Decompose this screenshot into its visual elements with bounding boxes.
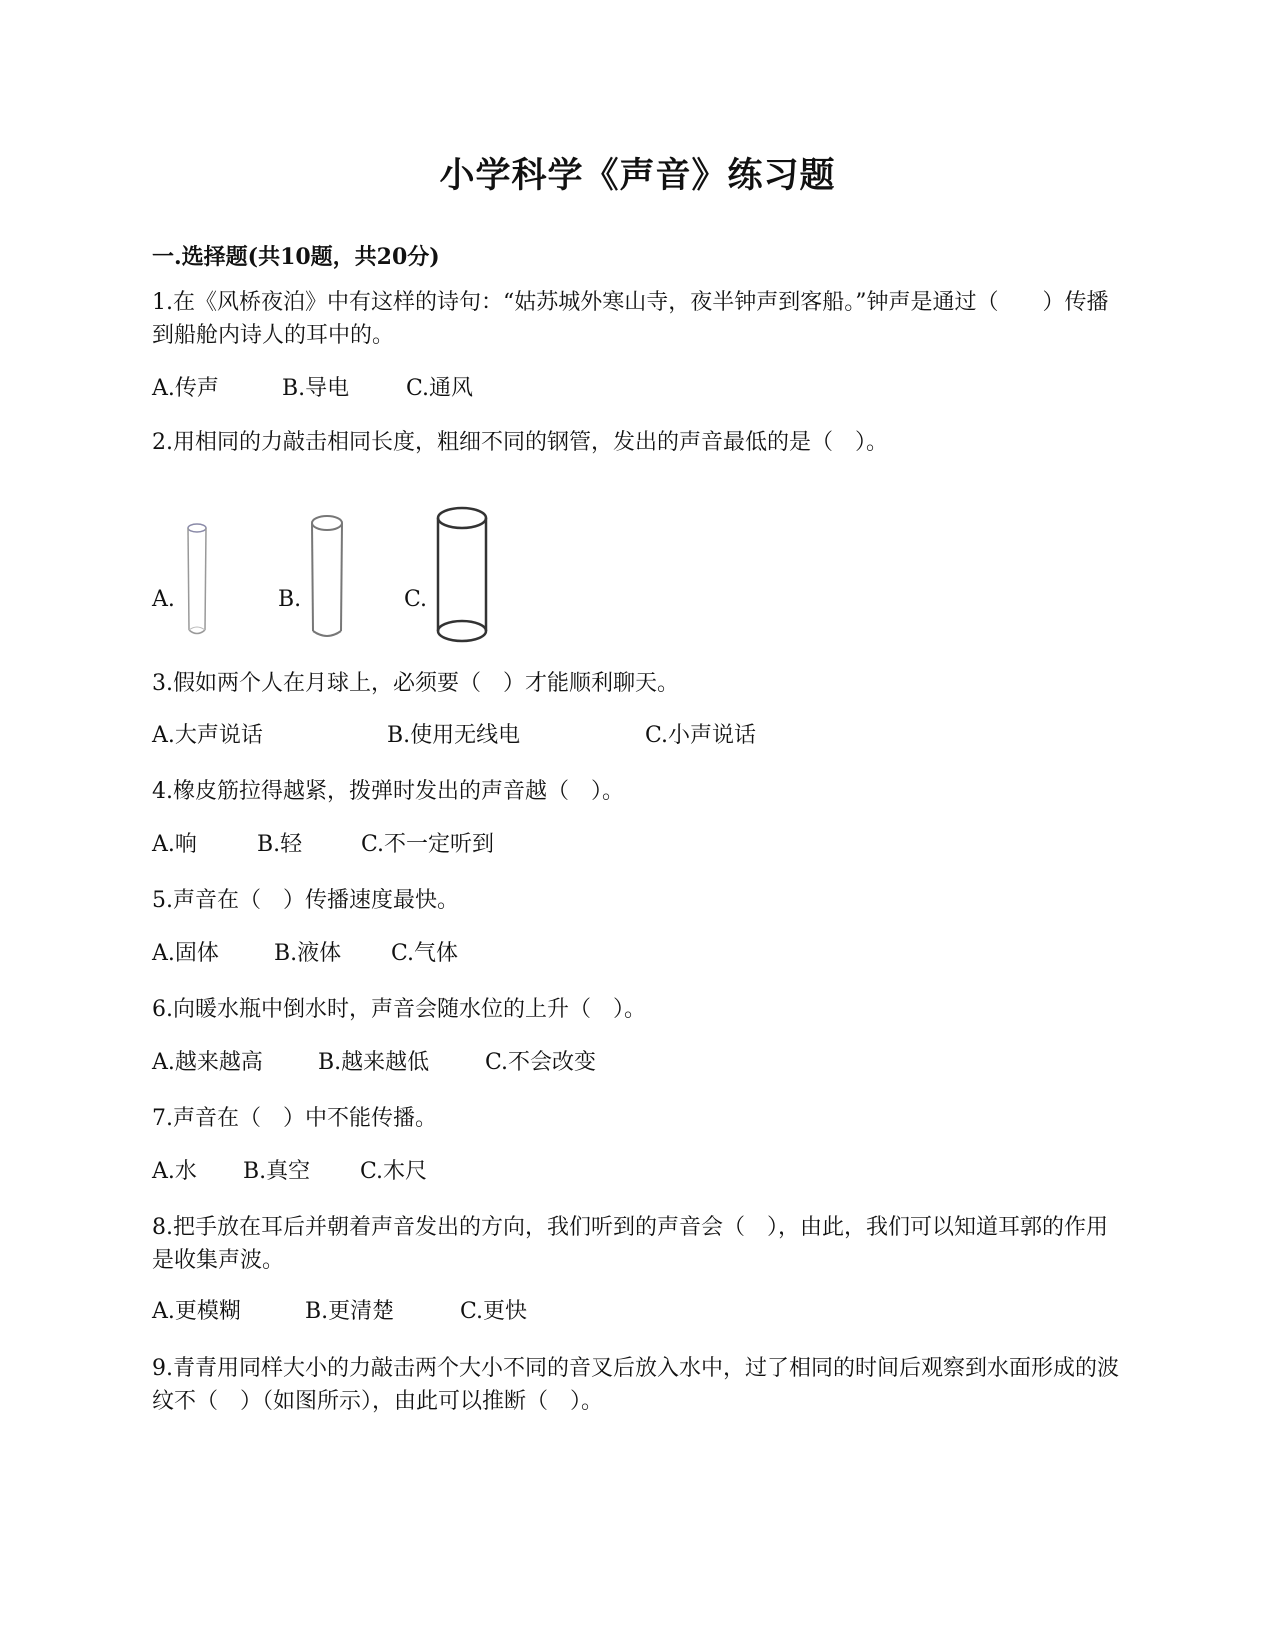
option-c[interactable]: C.小声说话 [645, 723, 757, 748]
option-a[interactable]: A.更模糊 [152, 1299, 241, 1324]
thick-steel-tube-icon [433, 505, 491, 645]
question-9: 9.青青用同样大小的力敲击两个大小不同的音叉后放入水中，过了相同的时间后观察到水面形成的波纹不（ ）（如图所示），由此可以推断（ ）。 [152, 1356, 1119, 1414]
medium-steel-tube-icon [307, 513, 347, 643]
option-c[interactable]: C.不一定听到 [361, 832, 495, 857]
question-7-options [152, 1157, 427, 1187]
option-b[interactable]: B.导电 [282, 376, 350, 401]
thin-steel-tube-icon [183, 520, 211, 640]
question-8: 8.把手放在耳后并朝着声音发出的方向，我们听到的声音会（ ），由此，我们可以知道耳郭的作用是收集声波。 [152, 1215, 1108, 1273]
option-c[interactable]: C.更快 [460, 1299, 528, 1324]
option-a[interactable]: A.传声 [152, 376, 219, 401]
option-b[interactable]: B.真空 [243, 1159, 311, 1184]
option-b[interactable]: B.轻 [257, 832, 303, 857]
option-c[interactable]: C.通风 [406, 376, 474, 401]
question-5: 5.声音在（ ）传播速度最快。 [152, 888, 459, 913]
option-a[interactable]: A.水 [152, 1159, 197, 1184]
option-a[interactable]: A. [152, 587, 175, 612]
option-a[interactable]: A.越来越高 [152, 1050, 263, 1075]
section-heading: 一.选择题(共10题，共20分) [152, 244, 440, 270]
option-c[interactable]: C.气体 [391, 941, 459, 966]
page-title: 小学科学《声音》练习题 [439, 155, 836, 196]
option-a[interactable]: A.固体 [152, 941, 219, 966]
option-b[interactable]: B.使用无线电 [387, 723, 521, 748]
question-2: 2.用相同的力敲击相同长度，粗细不同的钢管，发出的声音最低的是（ ）。 [152, 430, 888, 455]
option-b[interactable]: B.越来越低 [318, 1050, 430, 1075]
question-8-options [152, 1297, 527, 1327]
option-c[interactable]: C.木尺 [360, 1159, 428, 1184]
question-3: 3.假如两个人在月球上，必须要（ ）才能顺利聊天。 [152, 671, 679, 696]
option-b[interactable]: B. [278, 587, 302, 612]
question-7: 7.声音在（ ）中不能传播。 [152, 1106, 437, 1131]
question-1-options [152, 374, 473, 404]
option-c[interactable]: C. [404, 587, 428, 612]
option-a[interactable]: A.响 [152, 832, 197, 857]
option-a[interactable]: A.大声说话 [152, 723, 263, 748]
question-3-options [152, 721, 756, 751]
option-b[interactable]: B.更清楚 [305, 1299, 395, 1324]
question-4: 4.橡皮筋拉得越紧，拨弹时发出的声音越（ ）。 [152, 779, 624, 804]
question-1: 1.在《风桥夜泊》中有这样的诗句：“姑苏城外寒山寺，夜半钟声到客船。”钟声是通过（ ）传播到船舱内诗人的耳中的。 [152, 290, 1109, 348]
question-6: 6.向暖水瓶中倒水时，声音会随水位的上升（ ）。 [152, 997, 646, 1022]
option-b[interactable]: B.液体 [274, 941, 342, 966]
option-c[interactable]: C.不会改变 [485, 1050, 597, 1075]
question-6-options [152, 1048, 596, 1078]
question-5-options [152, 939, 458, 969]
question-4-options [152, 830, 494, 860]
